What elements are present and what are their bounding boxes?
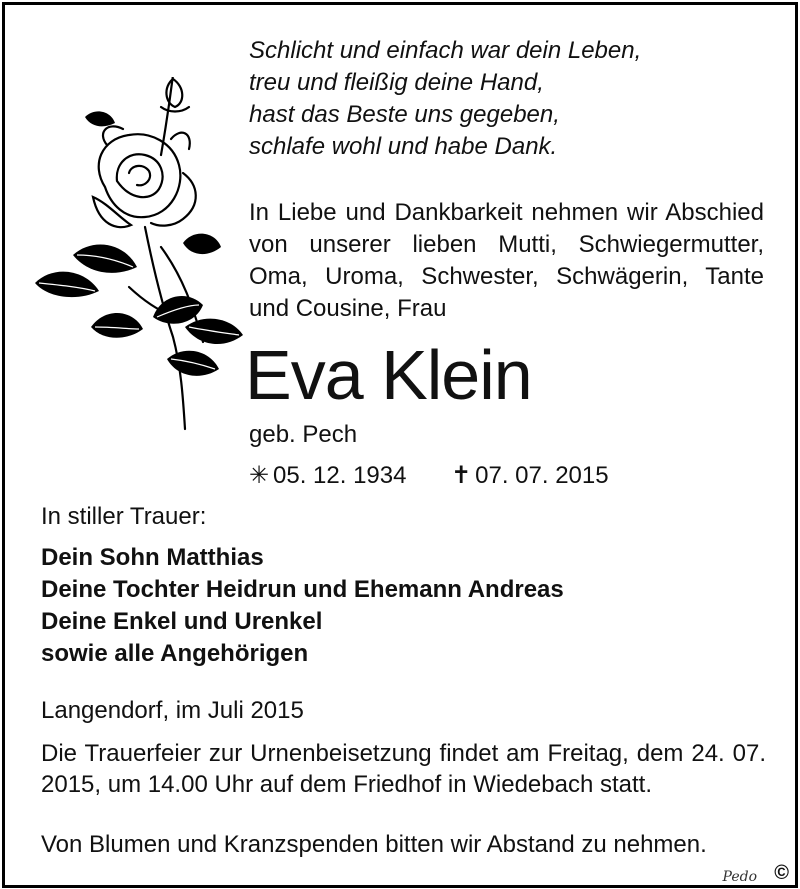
- mourning-label: In stiller Trauer:: [41, 503, 207, 530]
- poem: [249, 35, 641, 163]
- death-cross-icon: ✝: [451, 462, 472, 489]
- flowers-notice: Von Blumen und Kranzspenden bitten wir Abstand zu nehmen.: [41, 831, 707, 858]
- obituary-card: [2, 2, 798, 888]
- place-date: Langendorf, im Juli 2015: [41, 697, 304, 724]
- birth-star-icon: ✳: [249, 462, 270, 489]
- mourners-list: [41, 542, 564, 670]
- poem-line: treu und fleißig deine Hand,: [249, 69, 544, 96]
- mourner-line: Deine Enkel und Urenkel: [41, 608, 323, 635]
- deceased-name: Eva Klein: [245, 336, 532, 414]
- maiden-name: geb. Pech: [249, 421, 358, 448]
- service-notice: Die Trauerfeier zur Urnenbeisetzung findet am Freitag, dem 24. 07. 2015, um 14.00 Uhr auf dem Friedhof in Wiedebach statt.: [41, 740, 766, 798]
- life-dates: [249, 461, 609, 490]
- rose-icon: [33, 77, 248, 437]
- farewell-intro: In Liebe und Dankbarkeit nehmen wir Abschied von unserer lieben Mutti, Schwiegermutter, Oma, Uroma, Schwester, Schwägerin, Tante und Cousine, Frau: [249, 199, 764, 322]
- poem-line: schlafe wohl und habe Dank.: [249, 133, 558, 160]
- mourner-line: Deine Tochter Heidrun und Ehemann Andreas: [41, 576, 564, 603]
- mourner-line: sowie alle Angehörigen: [41, 640, 309, 667]
- poem-line: Schlicht und einfach war dein Leben,: [249, 37, 642, 64]
- mourner-line: Dein Sohn Matthias: [41, 544, 264, 571]
- copyright-icon: ©: [774, 862, 789, 884]
- poem-line: hast das Beste uns gegeben,: [249, 101, 560, 128]
- death-date: 07. 07. 2015: [475, 462, 609, 489]
- designer-signature: Pedo: [722, 869, 757, 885]
- birth-date: 05. 12. 1934: [273, 462, 407, 489]
